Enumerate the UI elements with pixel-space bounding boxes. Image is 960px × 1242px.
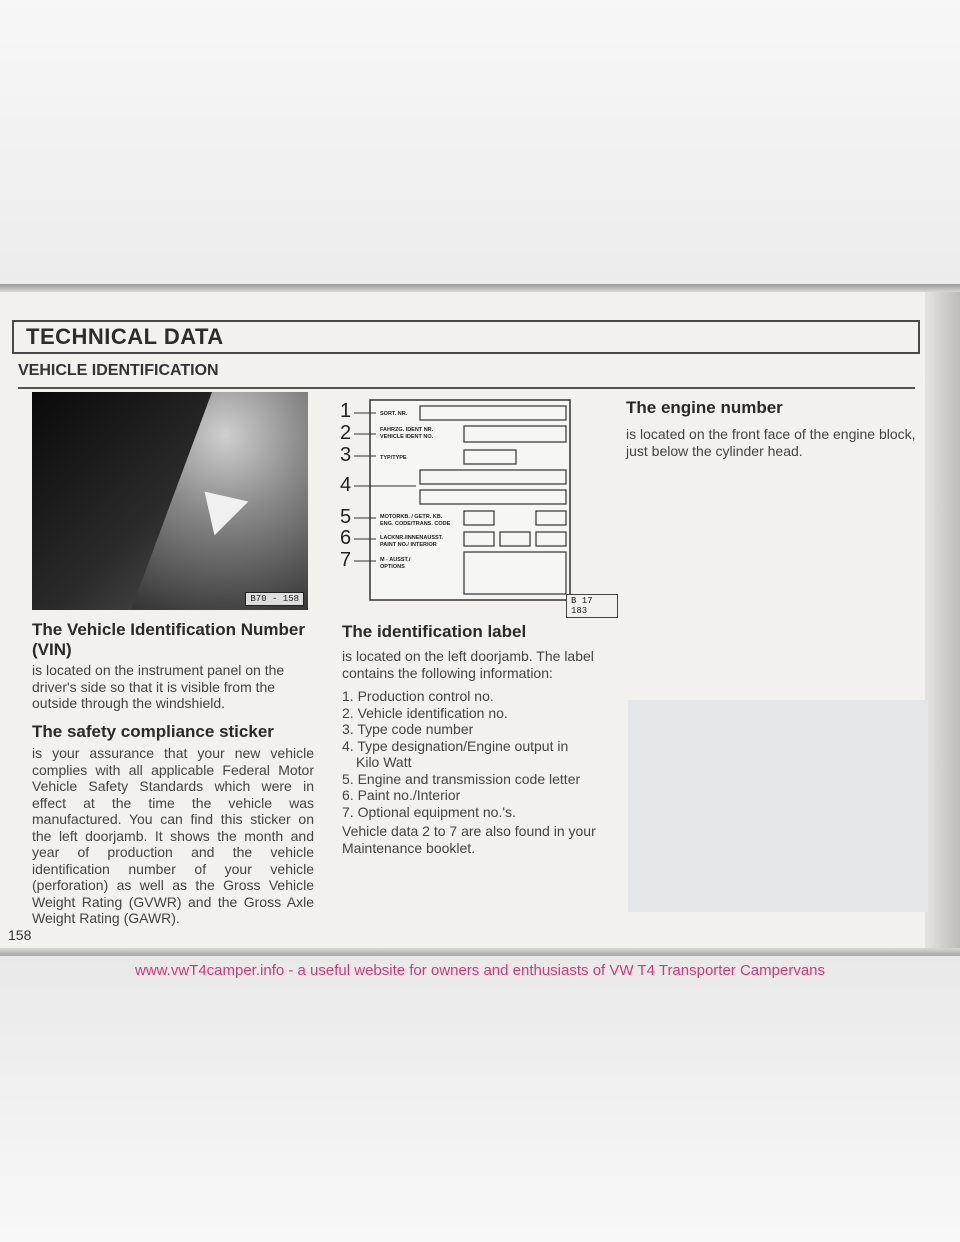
page-number: 158 [8,927,32,943]
label-number: 3 [340,444,352,466]
label-number: 1 [340,400,352,422]
engine-heading: The engine number [626,398,783,417]
list-item: 1. Production control no. [342,688,494,704]
page-binding-edge [925,292,960,948]
section-title: TECHNICAL DATA [26,324,224,349]
list-item: 5. Engine and transmission code letter [342,770,581,787]
id-label-heading: The identification label [342,622,527,641]
label-number: 7 [340,549,352,571]
list-item: 4. Type designation/Engine output in [342,737,569,754]
list-item: 7. Optional equipment no.'s. [342,803,516,820]
label-number: 4 [340,474,352,496]
page-top-edge [0,284,960,292]
list-item: Kilo Watt [356,754,412,770]
scan-bottom-margin [0,955,960,1242]
label-field-text: OPTIONS [380,564,405,570]
instrument-panel-photo [32,392,308,610]
show-through-area [628,700,928,912]
id-label-intro: is located on the left doorjamb. The label contains the following information: [342,648,594,681]
header-rule [18,387,915,389]
list-item: 2. Vehicle identification no. [342,704,508,721]
engine-text: is located on the front face of the engine block, just below the cylinder head. [626,426,916,459]
dashboard-shape [32,392,212,610]
label-number: 6 [340,527,352,549]
vin-heading: The Vehicle Identification Number (VIN) [32,620,305,659]
label-field-text: ENG. CODE/TRANS. CODE [380,521,451,527]
label-diagram [340,398,618,608]
label-number: 5 [340,506,352,528]
label-number: 2 [340,422,352,444]
subsection-title: VEHICLE IDENTIFICATION [18,362,219,379]
sticker-heading: The safety compliance sticker [32,722,274,741]
list-item: 6. Paint no./Interior [342,787,461,803]
sticker-text: is your assurance that your new vehicle complies with all applicable Federal Motor Vehicle Safety Standards which were in effect at the time the vehicle was manufactured. You can find this sticker on the left doorjamb. It shows the month and year of production and the vehicle identification number of your vehicle (perforation) as well as the Gross Vehicle Weight Rating (GVWR) and the Gross Axle Weight Rating (GAWR). [32,745,314,926]
list-item: 3. Type code number [342,721,474,737]
label-field-text: TYP/TYPE [380,455,407,461]
label-field-text: VEHICLE IDENT NO. [380,434,434,440]
figure-code: B 17 183 [566,594,618,618]
pointer-arrow-icon [188,475,249,536]
label-field-text: SORT. NR. [380,411,408,417]
label-field-text: PAINT NO./ INTERIOR [380,542,437,548]
label-field-text: M - AUSST./ [380,557,411,563]
label-field-text: LACKNR./INNENAUSST. [380,535,443,541]
id-label-note: Vehicle data 2 to 7 are also found in your Maintenance booklet. [342,823,596,856]
vin-text: is located on the instrument panel on the driver's side so that it is visible from the outside through the windshield. [32,662,285,711]
label-field-text: FAHRZG. IDENT NR. [380,427,434,433]
label-field-text: MOTORKB. / GETR. KB. [380,514,443,520]
footer-website-text: www.vwT4camper.info - a useful website for owners and enthusiasts of VW T4 Transporter Campervans [134,962,826,979]
identification-label-figure [340,398,618,616]
id-label-list [342,688,622,820]
photo-code: B70 - 158 [245,592,304,606]
scan-top-margin [0,0,960,290]
page-bottom-edge [0,948,960,956]
